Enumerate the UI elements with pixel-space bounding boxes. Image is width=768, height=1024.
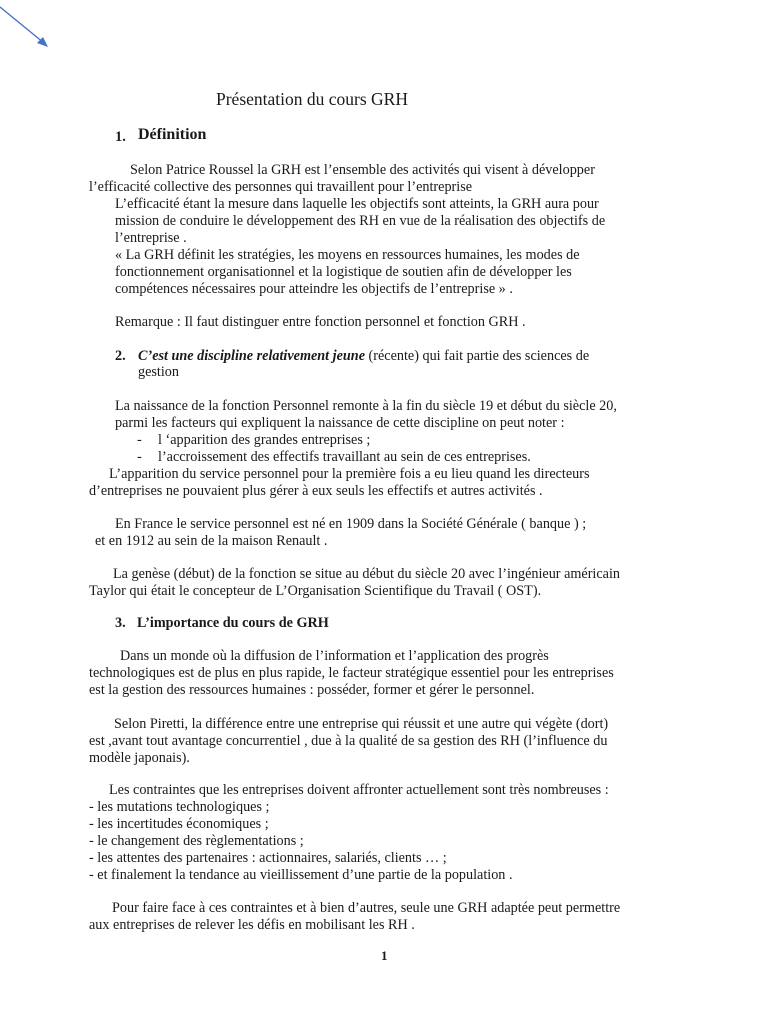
text-line: La genèse (début) de la fonction se situe au début du siècle 20 avec l’ingénieur américain — [113, 566, 620, 582]
text-line: Dans un monde où la diffusion de l’information et l’application des progrès — [120, 648, 549, 664]
text-line: L’apparition du service personnel pour la première fois a eu lieu quand les directeurs — [109, 466, 590, 482]
section-heading: L’importance du cours de GRH — [137, 615, 329, 631]
arrow-down-right-icon — [0, 0, 60, 60]
remark-line: Remarque : Il faut distinguer entre fonction personnel et fonction GRH . — [115, 314, 526, 330]
text-line: Selon Piretti, la différence entre une entreprise qui réussit et une autre qui végète (dort) — [114, 716, 609, 732]
text-line: est ,avant tout avantage concurrentiel , due à la qualité de sa gestion des RH (l’influence du — [89, 733, 608, 749]
text-line: L’efficacité étant la mesure dans laquelle les objectifs sont atteints, la GRH aura pour — [115, 196, 599, 212]
text-line: mission de conduire le développement des RH en vue de la réalisation des objectifs de — [115, 213, 606, 229]
text-line: Taylor qui était le concepteur de L’Organisation Scientifique du Travail ( OST). — [89, 583, 542, 599]
list-item: - les mutations technologiques ; — [89, 799, 270, 815]
list-item: - les incertitudes économiques ; — [89, 816, 269, 832]
text-line: aux entreprises de relever les défis en mobilisant les RH . — [89, 917, 415, 933]
text-line: est la gestion des ressources humaines : posséder, former et gérer le personnel. — [89, 682, 535, 698]
page-title: Présentation du cours GRH — [216, 89, 408, 109]
list-item: - et finalement la tendance au vieillissement d’une partie de la population . — [89, 867, 513, 883]
text-line: modèle japonais). — [89, 750, 190, 766]
section-heading: C’est une discipline relativement jeune — [138, 348, 365, 364]
text-line: Pour faire face à ces contraintes et à bien d’autres, seule une GRH adaptée peut permettre — [112, 900, 621, 916]
text-line: Selon Patrice Roussel la GRH est l’ensemble des activités qui visent à développer — [130, 162, 595, 178]
page-number: 1 — [381, 948, 388, 963]
section-heading-line — [138, 348, 589, 365]
bullet-dash: - — [137, 449, 142, 465]
text-line: parmi les facteurs qui expliquent la naissance de cette discipline on peut noter : — [115, 415, 565, 431]
list-item: l’accroissement des effectifs travaillant au sein de ces entreprises. — [158, 449, 531, 465]
text-line: Les contraintes que les entreprises doivent affronter actuellement sont très nombreuses : — [109, 782, 609, 798]
text-line: fonctionnement organisationnel et la logistique de soutien afin de développer les — [115, 264, 572, 280]
text-line: et en 1912 au sein de la maison Renault . — [95, 533, 328, 549]
section-number: 3. — [115, 615, 126, 631]
text-line: compétences nécessaires pour atteindre les objectifs de l’entreprise » . — [115, 281, 513, 297]
text-line: d’entreprises ne pouvaient plus gérer à eux seuls les effectifs et autres activités . — [89, 483, 543, 499]
text-line: « La GRH définit les stratégies, les moyens en ressources humaines, les modes de — [115, 247, 580, 263]
bullet-dash: - — [137, 432, 142, 448]
text-line: La naissance de la fonction Personnel remonte à la fin du siècle 19 et début du siècle 20, — [115, 398, 617, 414]
list-item: - les attentes des partenaires : actionnaires, salariés, clients … ; — [89, 850, 447, 866]
section-heading-cont: gestion — [138, 364, 179, 380]
text-line: En France le service personnel est né en 1909 dans la Société Générale ( banque ) ; — [115, 516, 587, 532]
list-item: - le changement des règlementations ; — [89, 833, 304, 849]
section-heading-rest: (récente) qui fait partie des sciences de — [365, 348, 590, 364]
text-line: l’entreprise . — [115, 230, 187, 246]
section-number: 1. — [115, 129, 126, 145]
text-line: technologiques est de plus en plus rapide, le facteur stratégique essentiel pour les entreprises — [89, 665, 614, 681]
section-heading: Définition — [138, 126, 207, 143]
section-number: 2. — [115, 348, 126, 364]
list-item: l ‘apparition des grandes entreprises ; — [158, 432, 371, 448]
text-line: l’efficacité collective des personnes qui travaillent pour l’entreprise — [89, 179, 473, 195]
